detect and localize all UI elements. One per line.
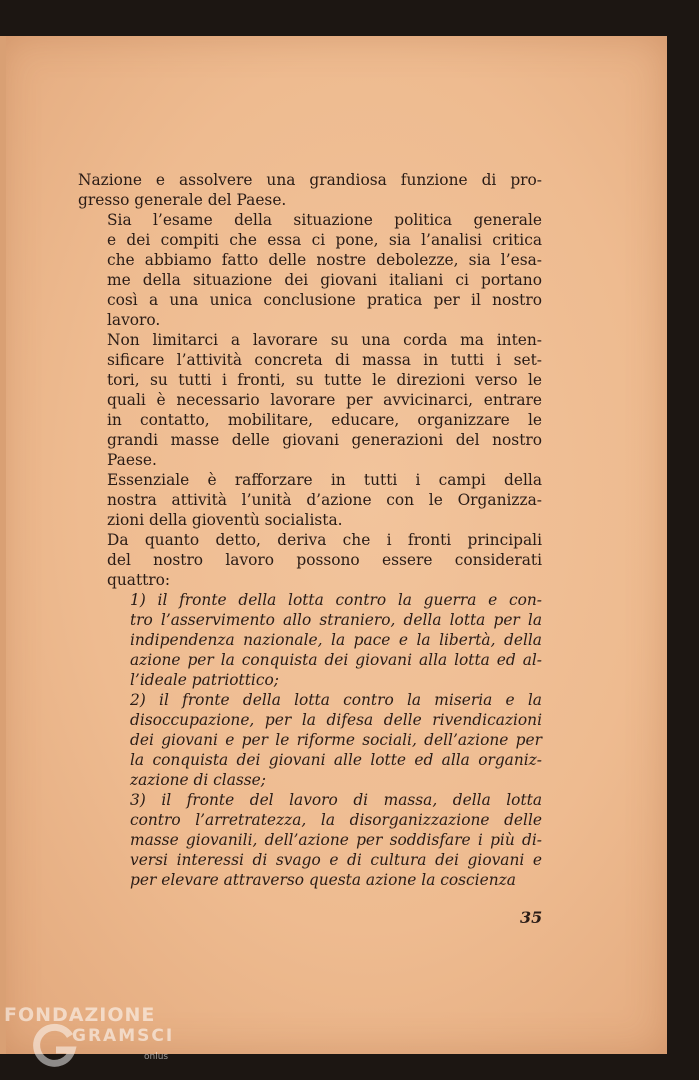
- paragraph: [78, 790, 542, 890]
- text-line: Sia l’esame della situazione politica generale: [107, 211, 542, 229]
- watermark-line-1: FONDAZIONE: [4, 1004, 156, 1026]
- text-line: 1) il fronte della lotta contro la guerra e con-: [130, 591, 542, 609]
- text-line: sificare l’attività concreta di massa in tutti i set-: [107, 351, 542, 369]
- text-line: per elevare attraverso questa azione la coscienza: [130, 871, 516, 889]
- text-line: indipendenza nazionale, la pace e la libertà, della: [130, 631, 542, 649]
- text-line: disoccupazione, per la difesa delle rivendicazioni: [130, 711, 542, 729]
- text-line: Non limitarci a lavorare su una corda ma inten-: [107, 331, 542, 349]
- page-edge: [0, 36, 6, 1054]
- watermark-g-logo-icon: [30, 1022, 78, 1070]
- text-line: del nostro lavoro possono essere considerati: [107, 551, 542, 569]
- text-line: gresso generale del Paese.: [78, 191, 287, 209]
- page-number: 35: [520, 908, 543, 927]
- watermark-line-3: onlus: [144, 1052, 169, 1062]
- paragraph: [78, 590, 542, 690]
- paragraph: [78, 210, 542, 330]
- text-line: quali è necessario lavorare per avvicinarci, entrare: [107, 391, 542, 409]
- text-line: che abbiamo fatto delle nostre debolezze, sia l’esa-: [107, 251, 542, 269]
- text-line: 2) il fronte della lotta contro la miseria e la: [130, 691, 542, 709]
- text-line: 3) il fronte del lavoro di massa, della lotta: [130, 791, 542, 809]
- text-line: lavoro.: [107, 311, 161, 329]
- text-line: e dei compiti che essa ci pone, sia l’analisi critica: [107, 231, 542, 249]
- text-line: masse giovanili, dell’azione per soddisfare i più di-: [130, 831, 542, 849]
- watermark-line-2: GRAMSCI: [72, 1026, 175, 1046]
- text-line: zioni della gioventù socialista.: [107, 511, 343, 529]
- text-line: tori, su tutti i fronti, su tutte le direzioni verso le: [107, 371, 542, 389]
- text-line: Essenziale è rafforzare in tutti i campi della: [107, 471, 542, 489]
- text-line: dei giovani e per le riforme sociali, dell’azione per: [130, 731, 542, 749]
- text-line: la conquista dei giovani alle lotte ed alla organiz-: [130, 751, 542, 769]
- text-line: così a una unica conclusione pratica per il nostro: [107, 291, 542, 309]
- paragraph: [78, 170, 542, 210]
- paragraph: [78, 330, 542, 470]
- text-line: nostra attività l’unità d’azione con le Organizza-: [107, 491, 542, 509]
- text-line: Paese.: [107, 451, 157, 469]
- paragraph: [78, 530, 542, 590]
- text-line: versi interessi di svago e di cultura dei giovani e: [130, 851, 542, 869]
- text-line: Da quanto detto, deriva che i fronti principali: [107, 531, 542, 549]
- text-line: quattro:: [107, 571, 171, 589]
- paragraph: [78, 470, 542, 530]
- text-line: zazione di classe;: [130, 771, 266, 789]
- text-line: contro l’arretratezza, la disorganizzazione delle: [130, 811, 542, 829]
- page-text: [78, 170, 542, 890]
- paragraph: [78, 690, 542, 790]
- text-line: azione per la conquista dei giovani alla lotta ed al-: [130, 651, 542, 669]
- text-line: grandi masse delle giovani generazioni del nostro: [107, 431, 542, 449]
- text-line: in contatto, mobilitare, educare, organizzare le: [107, 411, 542, 429]
- text-line: Nazione e assolvere una grandiosa funzione di pro-: [78, 171, 542, 189]
- text-line: l’ideale patriottico;: [130, 671, 279, 689]
- text-line: tro l’asservimento allo straniero, della lotta per la: [130, 611, 542, 629]
- text-line: me della situazione dei giovani italiani ci portano: [107, 271, 542, 289]
